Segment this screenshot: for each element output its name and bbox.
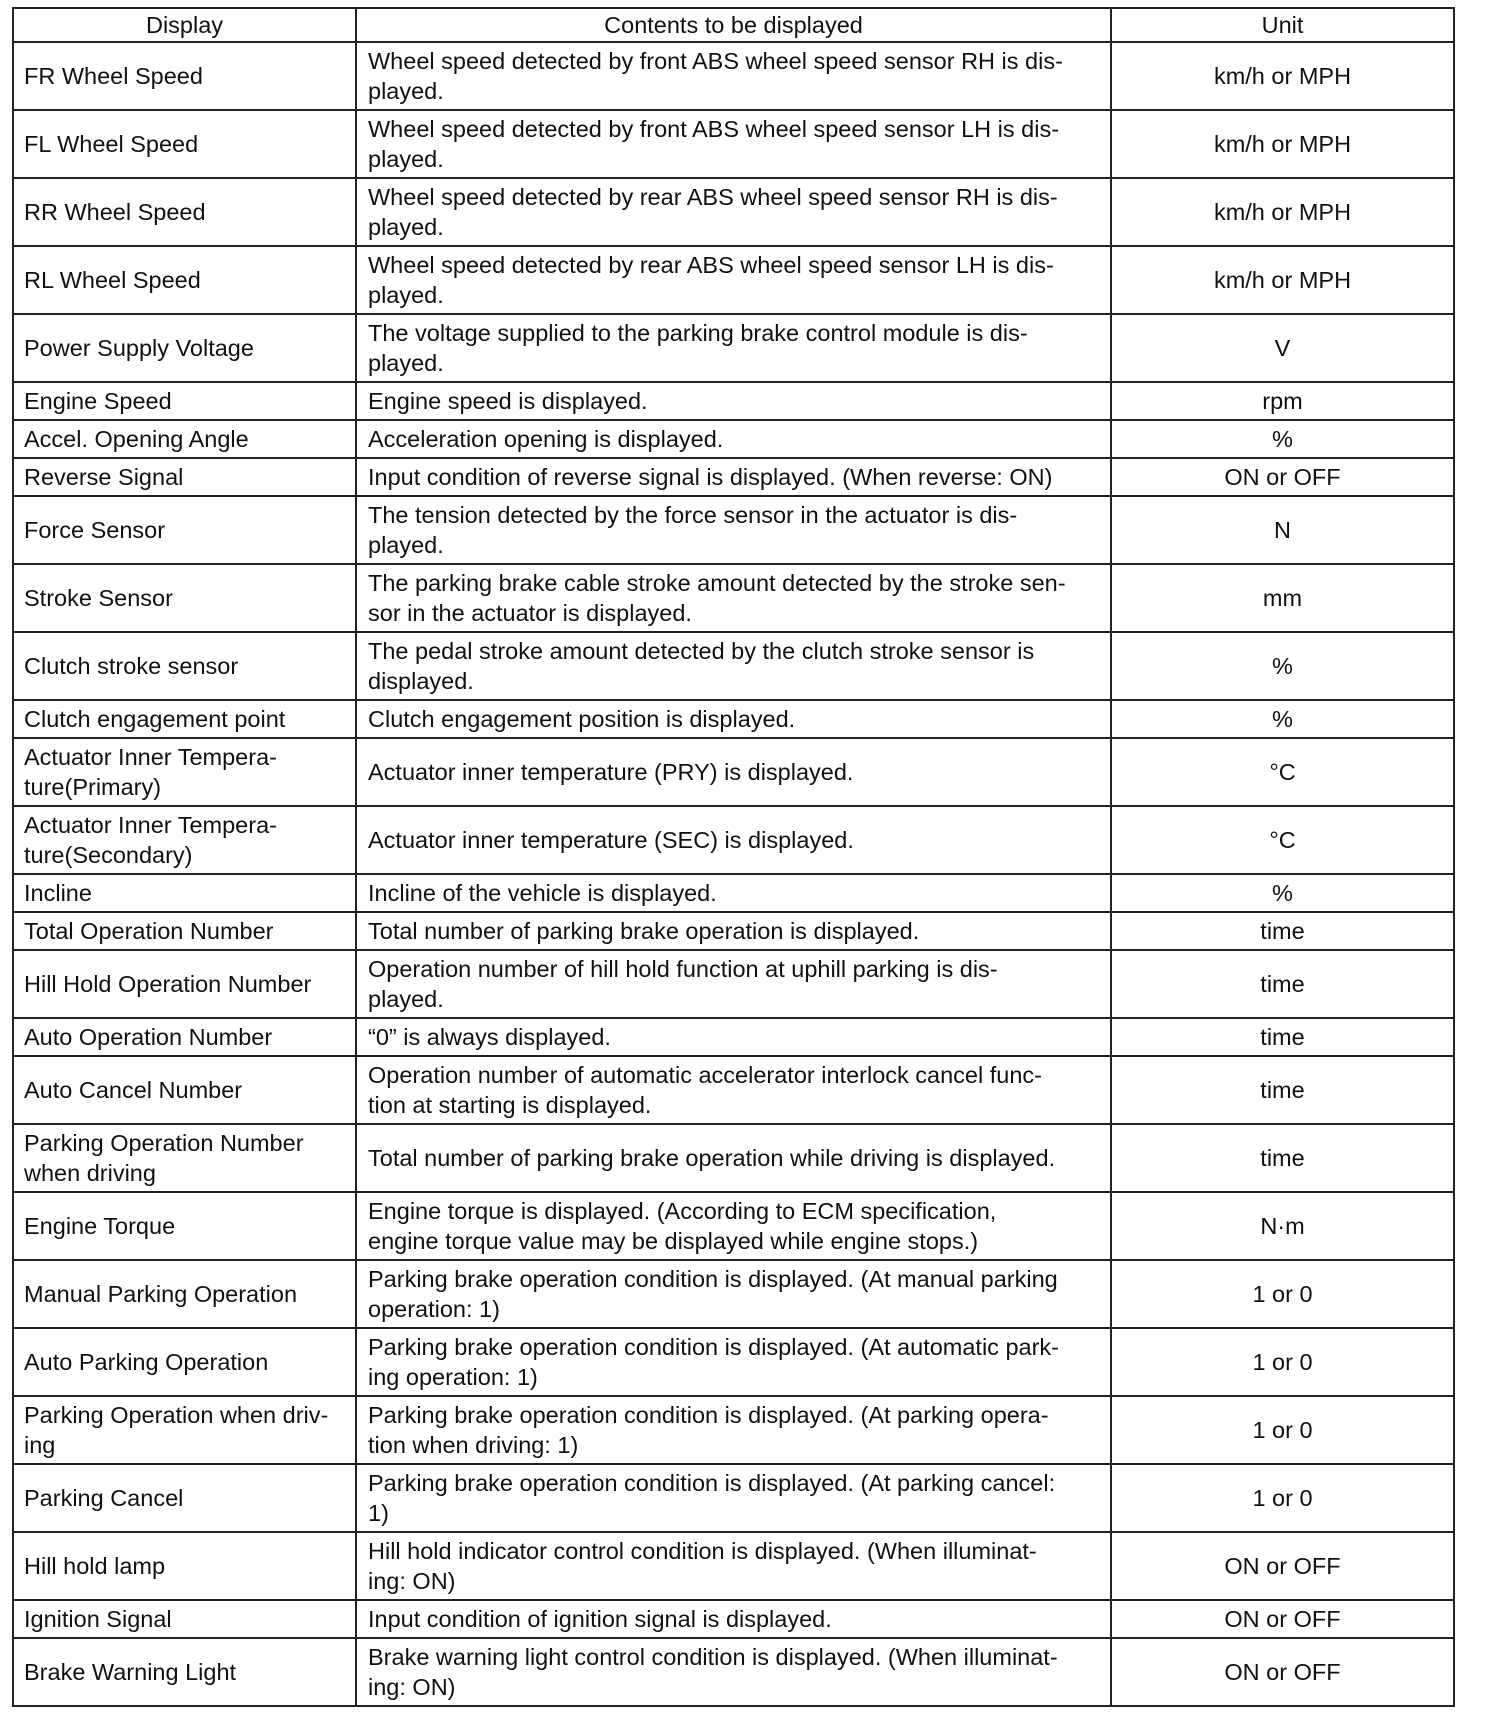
display-cell: Hill hold lamp <box>13 1532 356 1600</box>
unit-cell: time <box>1111 950 1454 1018</box>
display-cell: Hill Hold Operation Number <box>13 950 356 1018</box>
contents-cell: Parking brake operation condition is displayed. (At parking opera- tion when driving: 1) <box>356 1396 1111 1464</box>
unit-cell: ON or OFF <box>1111 1600 1454 1638</box>
unit-cell: °C <box>1111 738 1454 806</box>
table-row <box>13 178 1454 246</box>
unit-cell: °C <box>1111 806 1454 874</box>
contents-cell: Input condition of ignition signal is displayed. <box>356 1600 1111 1638</box>
unit-cell: 1 or 0 <box>1111 1396 1454 1464</box>
unit-cell: ON or OFF <box>1111 1638 1454 1706</box>
display-cell: Incline <box>13 874 356 912</box>
unit-cell: rpm <box>1111 382 1454 420</box>
table-row <box>13 1260 1454 1328</box>
data-monitor-table <box>12 7 1455 1707</box>
display-cell: Parking Cancel <box>13 1464 356 1532</box>
contents-cell: Incline of the vehicle is displayed. <box>356 874 1111 912</box>
table-row <box>13 496 1454 564</box>
unit-cell: 1 or 0 <box>1111 1328 1454 1396</box>
contents-cell: Acceleration opening is displayed. <box>356 420 1111 458</box>
table-row <box>13 42 1454 110</box>
contents-cell: Operation number of hill hold function at uphill parking is dis- played. <box>356 950 1111 1018</box>
table-row <box>13 1532 1454 1600</box>
table-row <box>13 912 1454 950</box>
display-cell: Auto Operation Number <box>13 1018 356 1056</box>
contents-cell: The parking brake cable stroke amount detected by the stroke sen- sor in the actuator is displayed. <box>356 564 1111 632</box>
display-cell: FL Wheel Speed <box>13 110 356 178</box>
display-cell: Parking Operation when driv- ing <box>13 1396 356 1464</box>
table-row <box>13 458 1454 496</box>
table-row <box>13 738 1454 806</box>
unit-cell: ON or OFF <box>1111 1532 1454 1600</box>
contents-cell: Actuator inner temperature (PRY) is displayed. <box>356 738 1111 806</box>
unit-cell: ON or OFF <box>1111 458 1454 496</box>
unit-cell: mm <box>1111 564 1454 632</box>
display-cell: Clutch stroke sensor <box>13 632 356 700</box>
display-cell: Engine Torque <box>13 1192 356 1260</box>
table-row <box>13 632 1454 700</box>
unit-cell: 1 or 0 <box>1111 1260 1454 1328</box>
table-row <box>13 1192 1454 1260</box>
contents-cell: Total number of parking brake operation is displayed. <box>356 912 1111 950</box>
contents-cell: Engine torque is displayed. (According to ECM specification, engine torque value may be displayed while engine stops.) <box>356 1192 1111 1260</box>
table-row <box>13 700 1454 738</box>
display-cell: Stroke Sensor <box>13 564 356 632</box>
header-contents: Contents to be displayed <box>356 8 1111 42</box>
table-row <box>13 1600 1454 1638</box>
unit-cell: % <box>1111 632 1454 700</box>
display-cell: Ignition Signal <box>13 1600 356 1638</box>
contents-cell: Parking brake operation condition is displayed. (At parking cancel: 1) <box>356 1464 1111 1532</box>
display-cell: Accel. Opening Angle <box>13 420 356 458</box>
display-cell: Clutch engagement point <box>13 700 356 738</box>
unit-cell: N <box>1111 496 1454 564</box>
display-cell: FR Wheel Speed <box>13 42 356 110</box>
table-row <box>13 874 1454 912</box>
contents-cell: Clutch engagement position is displayed. <box>356 700 1111 738</box>
display-cell: Force Sensor <box>13 496 356 564</box>
display-cell: RR Wheel Speed <box>13 178 356 246</box>
contents-cell: Hill hold indicator control condition is displayed. (When illuminat- ing: ON) <box>356 1532 1111 1600</box>
unit-cell: time <box>1111 1018 1454 1056</box>
unit-cell: km/h or MPH <box>1111 42 1454 110</box>
contents-cell: Actuator inner temperature (SEC) is displayed. <box>356 806 1111 874</box>
contents-cell: The tension detected by the force sensor in the actuator is dis- played. <box>356 496 1111 564</box>
table-row <box>13 1464 1454 1532</box>
unit-cell: km/h or MPH <box>1111 110 1454 178</box>
contents-cell: Brake warning light control condition is displayed. (When illuminat- ing: ON) <box>356 1638 1111 1706</box>
display-cell: Actuator Inner Tempera- ture(Primary) <box>13 738 356 806</box>
contents-cell: Wheel speed detected by front ABS wheel speed sensor LH is dis- played. <box>356 110 1111 178</box>
unit-cell: km/h or MPH <box>1111 178 1454 246</box>
unit-cell: N·m <box>1111 1192 1454 1260</box>
unit-cell: time <box>1111 912 1454 950</box>
contents-cell: Engine speed is displayed. <box>356 382 1111 420</box>
table-row <box>13 1056 1454 1124</box>
table-row <box>13 420 1454 458</box>
table-row <box>13 950 1454 1018</box>
unit-cell: % <box>1111 420 1454 458</box>
header-row <box>13 8 1454 42</box>
contents-cell: Parking brake operation condition is displayed. (At manual parking operation: 1) <box>356 1260 1111 1328</box>
contents-cell: The pedal stroke amount detected by the clutch stroke sensor is displayed. <box>356 632 1111 700</box>
contents-cell: “0” is always displayed. <box>356 1018 1111 1056</box>
header-unit: Unit <box>1111 8 1454 42</box>
display-cell: Reverse Signal <box>13 458 356 496</box>
display-cell: Total Operation Number <box>13 912 356 950</box>
table-row <box>13 382 1454 420</box>
contents-cell: Wheel speed detected by rear ABS wheel speed sensor RH is dis- played. <box>356 178 1111 246</box>
table-row <box>13 314 1454 382</box>
table-row <box>13 246 1454 314</box>
display-cell: RL Wheel Speed <box>13 246 356 314</box>
contents-cell: Operation number of automatic accelerator interlock cancel func- tion at starting is displayed. <box>356 1056 1111 1124</box>
header-display: Display <box>13 8 356 42</box>
table-row <box>13 1638 1454 1706</box>
table-row <box>13 1396 1454 1464</box>
unit-cell: time <box>1111 1124 1454 1192</box>
display-cell: Parking Operation Number when driving <box>13 1124 356 1192</box>
unit-cell: 1 or 0 <box>1111 1464 1454 1532</box>
contents-cell: Wheel speed detected by rear ABS wheel speed sensor LH is dis- played. <box>356 246 1111 314</box>
contents-cell: Total number of parking brake operation while driving is displayed. <box>356 1124 1111 1192</box>
contents-cell: Parking brake operation condition is displayed. (At automatic park- ing operation: 1) <box>356 1328 1111 1396</box>
contents-cell: The voltage supplied to the parking brake control module is dis- played. <box>356 314 1111 382</box>
table-row <box>13 1124 1454 1192</box>
display-cell: Manual Parking Operation <box>13 1260 356 1328</box>
contents-cell: Wheel speed detected by front ABS wheel speed sensor RH is dis- played. <box>356 42 1111 110</box>
table-row <box>13 806 1454 874</box>
unit-cell: time <box>1111 1056 1454 1124</box>
display-cell: Auto Parking Operation <box>13 1328 356 1396</box>
table-row <box>13 110 1454 178</box>
display-cell: Brake Warning Light <box>13 1638 356 1706</box>
unit-cell: % <box>1111 874 1454 912</box>
display-cell: Actuator Inner Tempera- ture(Secondary) <box>13 806 356 874</box>
unit-cell: % <box>1111 700 1454 738</box>
unit-cell: V <box>1111 314 1454 382</box>
unit-cell: km/h or MPH <box>1111 246 1454 314</box>
contents-cell: Input condition of reverse signal is displayed. (When reverse: ON) <box>356 458 1111 496</box>
table-row <box>13 1328 1454 1396</box>
table-row <box>13 1018 1454 1056</box>
table-row <box>13 564 1454 632</box>
display-cell: Power Supply Voltage <box>13 314 356 382</box>
display-cell: Auto Cancel Number <box>13 1056 356 1124</box>
table-body <box>13 42 1454 1706</box>
display-cell: Engine Speed <box>13 382 356 420</box>
